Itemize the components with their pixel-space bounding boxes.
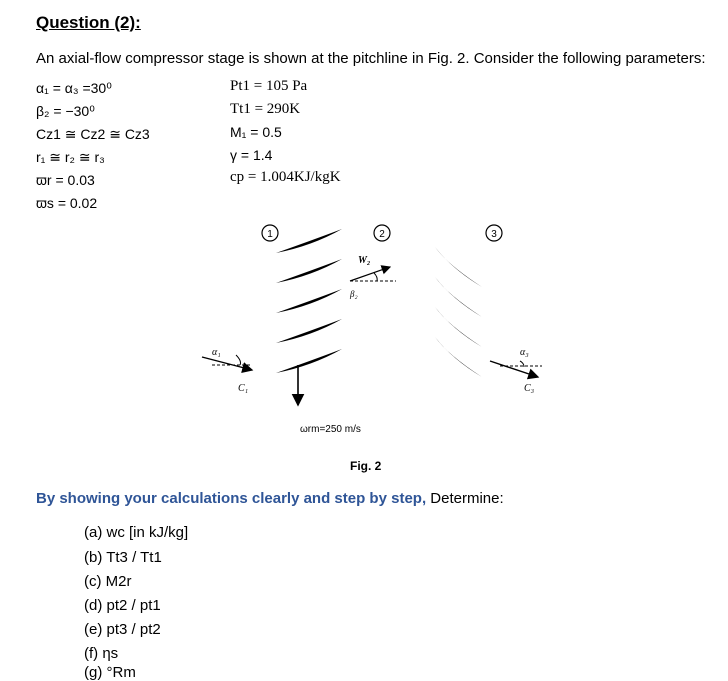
- question-d: (d) pt2 / pt1: [84, 597, 161, 614]
- rotor-blade: [276, 319, 342, 343]
- param-beta2: β₂ = −30⁰: [36, 103, 95, 119]
- param-tt1: Tt1 = 290K: [230, 101, 301, 117]
- exit-velocity-c3: [490, 347, 542, 394]
- question-g: (g) °Rm: [84, 664, 136, 681]
- stator-blade: [435, 337, 482, 377]
- station-1-label: 1: [267, 229, 273, 240]
- stator-blade: [435, 307, 482, 347]
- c3-label: C₃: [524, 383, 535, 394]
- station-1-marker: [262, 225, 278, 241]
- station-2-marker: [374, 225, 390, 241]
- question-a: (a) wc [in kJ/kg]: [84, 524, 189, 541]
- figure-caption: Fig. 2: [350, 459, 382, 473]
- rotor-blade: [276, 229, 342, 253]
- instructions: [36, 490, 504, 507]
- question-f: (f) ηs: [84, 645, 119, 662]
- w2-label: W₂: [358, 255, 371, 266]
- relative-velocity-w2: [349, 255, 396, 299]
- question-e: (e) pt3 / pt2: [84, 621, 161, 638]
- station-3-marker: [486, 225, 502, 241]
- speed-label: ωrm=250 m/s: [300, 424, 361, 435]
- rotor-blade: [276, 259, 342, 283]
- param-radius: r₁ ≅ r₂ ≅ r₃: [36, 149, 105, 165]
- inlet-velocity-c1: [202, 347, 252, 394]
- alpha1-label: α₁: [212, 347, 221, 358]
- param-cp: cp = 1.004KJ/kgK: [230, 169, 341, 185]
- alpha3-label: α₃: [520, 347, 529, 358]
- param-pt1: Pt1 = 105 Pa: [230, 78, 308, 94]
- stator-blade: [435, 277, 482, 317]
- param-loss-stator: ϖs = 0.02: [36, 195, 98, 211]
- station-3-label: 3: [491, 229, 497, 240]
- instructions-highlight: By showing your calculations clearly and step by step,: [36, 490, 427, 507]
- question-title: Question (2):: [36, 13, 141, 32]
- stator-blade: [435, 247, 482, 287]
- c1-label: C₁: [238, 383, 249, 394]
- beta2-label: β₂: [350, 289, 358, 299]
- instructions-rest: Determine:: [426, 490, 504, 507]
- station-2-label: 2: [379, 229, 385, 240]
- blade-speed-arrow: [298, 365, 361, 435]
- param-cz: Cz1 ≅ Cz2 ≅ Cz3: [36, 126, 150, 142]
- param-alpha: α₁ = α₃ =30⁰: [36, 80, 112, 96]
- stator-blades: [435, 247, 482, 377]
- question-c: (c) M2r: [84, 573, 132, 590]
- param-gamma: γ = 1.4: [230, 147, 273, 163]
- compressor-stage-figure: [190, 215, 570, 450]
- rotor-blade: [276, 349, 342, 373]
- param-mach1: M₁ = 0.5: [230, 124, 282, 140]
- intro-text: An axial-flow compressor stage is shown at the pitchline in Fig. 2. Consider the following parameters:: [36, 50, 706, 67]
- rotor-blade: [276, 289, 342, 313]
- rotor-blades: [276, 229, 342, 373]
- param-loss-rotor: ϖr = 0.03: [36, 172, 95, 188]
- question-b: (b) Tt3 / Tt1: [84, 549, 162, 566]
